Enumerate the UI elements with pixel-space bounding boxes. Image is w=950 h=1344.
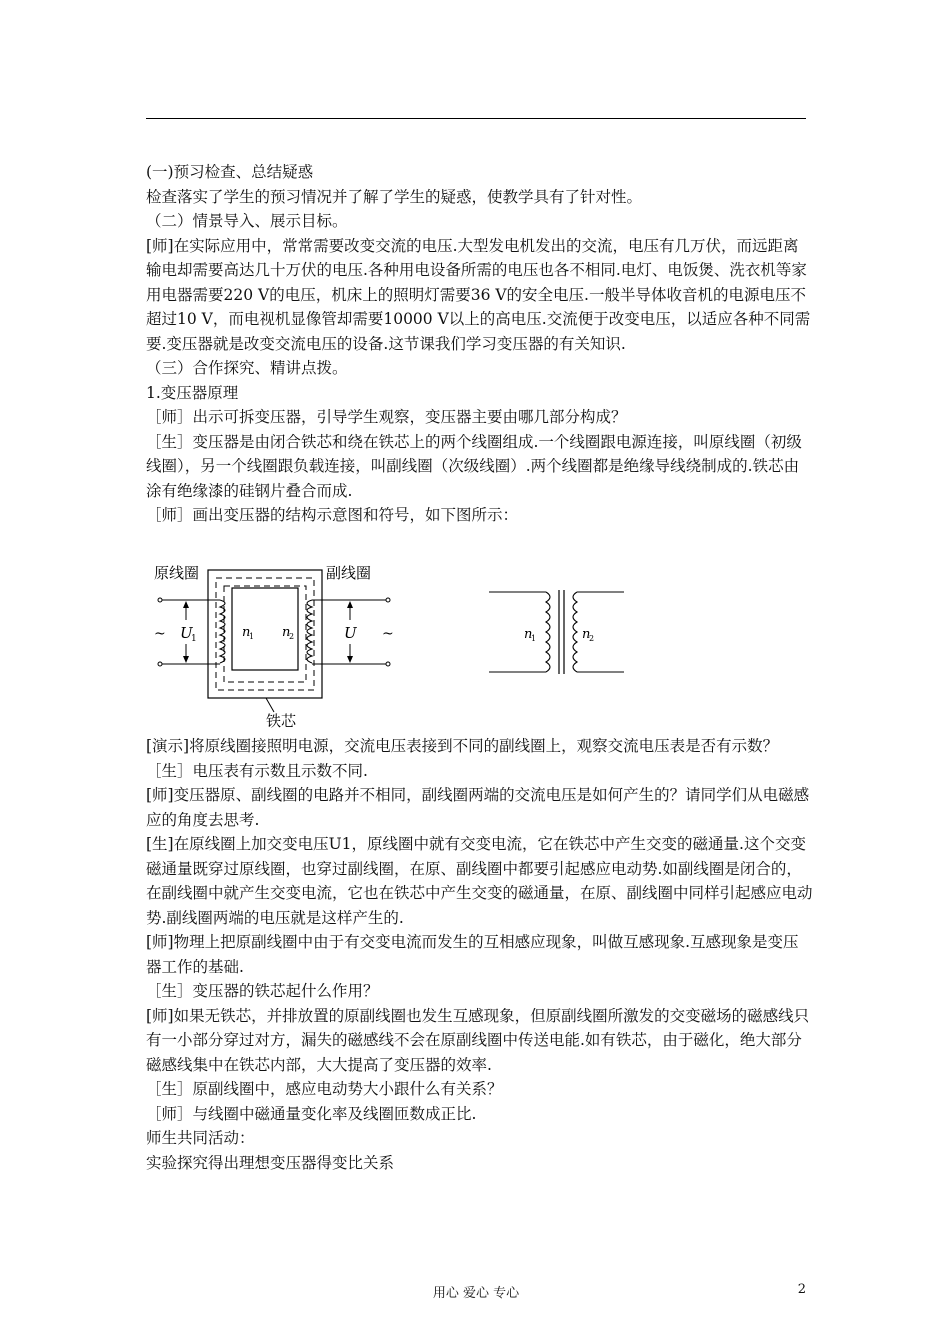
u1-subscript: 1: [191, 634, 197, 644]
paragraph: [师]如果无铁芯，并排放置的原副线圈也发生互感现象，但原副线圈所激发的交变磁场的磁感线只有一小部分穿过对方，漏失的磁感线不会在原副线圈中传送电能.如有铁芯，由于磁化，绝大部分磁感线集中在铁芯内部，大大提高了变压器的效率.: [146, 1006, 810, 1074]
paragraph: 师生共同活动：: [146, 1129, 255, 1147]
primary-terminal-top: [158, 598, 162, 602]
n2-subscript: 2: [289, 632, 295, 641]
label-secondary-coil: 副线圈: [326, 564, 372, 582]
u1-arrowhead-up: [183, 601, 189, 608]
symbol-secondary-coil: [573, 592, 577, 672]
u1-arrowhead-down: [183, 656, 189, 663]
label-iron-core: 铁芯: [266, 712, 297, 730]
page-footer: [146, 1282, 806, 1302]
page-number: 2: [797, 1282, 806, 1297]
text-block-top: [146, 160, 814, 528]
label-primary-coil: 原线圈: [154, 564, 200, 582]
paragraph: [生]在原线圈上加交变电压U1，原线圈中就有交变电流，它在铁芯中产生交变的磁通量.这个交变磁通量既穿过原线圈，也穿过副线圈，在原、副线圈中都要引起感应电动势.如副线圈是闭合的，在副线圈中就产生交变电流，它也在铁芯中产生交变的磁通量，在原、副线圈中同样引起感应电动势.副线圈两端的电压就是这样产生的.: [146, 835, 813, 927]
u2-arrowhead-down: [347, 656, 353, 663]
paragraph: [演示]将原线圈接照明电源，交流电压表接到不同的副线圈上，观察交流电压表是否有示数？: [146, 737, 779, 755]
text-block-bottom: [146, 734, 814, 1175]
secondary-terminal-bottom: [386, 662, 390, 666]
ac-symbol-right: ~: [382, 626, 394, 642]
n2-label: n: [282, 625, 291, 640]
n1-label: n: [242, 625, 251, 640]
paragraph: ［生］电压表有示数且示数不同.: [146, 761, 368, 780]
paragraph: (一)预习检查、总结疑惑: [146, 163, 314, 181]
core-dashed-outer: [216, 578, 314, 690]
u2-label: U: [344, 624, 357, 642]
core-pointer: [266, 698, 274, 712]
paragraph: （三）合作探究、精讲点拨。: [146, 359, 348, 377]
paragraph: ［师］出示可拆变压器，引导学生观察，变压器主要由哪几部分构成？: [146, 408, 627, 426]
header-rule: [146, 118, 806, 119]
symbol-n1-subscript: 1: [531, 634, 537, 643]
symbol-n2-label: n: [582, 627, 591, 642]
secondary-terminal-top: [386, 598, 390, 602]
paragraph: （二）情景导入、展示目标。: [146, 212, 348, 230]
symbol-n1-label: n: [524, 627, 533, 642]
transformer-diagram: [146, 560, 646, 732]
footer-motto: 用心 爱心 专心: [432, 1286, 520, 1301]
paragraph: ［生］变压器是由闭合铁芯和绕在铁芯上的两个线圈组成.一个线圈跟电源连接，叫原线圈（初级线圈），另一个线圈跟负载连接，叫副线圈（次级线圈）.两个线圈都是绝缘导线绕制成的.铁芯由涂有绝缘漆的硅钢片叠合而成.: [146, 432, 802, 500]
paragraph: ［师］画出变压器的结构示意图和符号，如下图所示：: [146, 506, 519, 524]
n1-subscript: 1: [249, 632, 255, 641]
paragraph: 实验探究得出理想变压器得变比关系: [146, 1153, 395, 1172]
symbol-n2-subscript: 2: [589, 634, 595, 643]
ac-symbol-left: ~: [154, 626, 166, 642]
paragraph: ［生］变压器的铁芯起什么作用？: [146, 982, 379, 1000]
secondary-coil: [307, 600, 312, 663]
paragraph: [师]在实际应用中，常常需要改变交流的电压.大型发电机发出的交流，电压有几万伏，而远距离输电却需要高达几十万伏的电压.各种用电设备所需的电压也各不相同.电灯、电饭煲、洗衣机等家用电器需要220 V的电压，机床上的照明灯需要36 V的安全电压.一般半导体收音机的电源电压不超过10 V，而电视机显像管却需要10000 V以上的高电压.交流便于改变电压，以适应各种不同需要.变压器就是改变交流电压的设备.这节课我们学习变压器的有关知识.: [146, 236, 811, 353]
primary-terminal-bottom: [158, 662, 162, 666]
paragraph: ［师］与线圈中磁通量变化率及线圈匝数成正比.: [146, 1104, 477, 1123]
paragraph: ［生］原副线圈中，感应电动势大小跟什么有关系？: [146, 1080, 503, 1098]
paragraph: 1.变压器原理: [146, 383, 239, 402]
paragraph: [师]物理上把原副线圈中由于有交变电流而发生的互相感应现象，叫做互感现象.互感现象是变压器工作的基础.: [146, 933, 799, 976]
u1-label: U: [180, 624, 193, 642]
core-outer: [208, 570, 322, 698]
paragraph: [师]变压器原、副线圈的电路并不相同，副线圈两端的交流电压是如何产生的？请同学们从电磁感应的角度去思考.: [146, 786, 810, 829]
symbol-primary-coil: [546, 592, 550, 672]
transformer-figure: [146, 560, 646, 732]
u2-arrowhead-up: [347, 601, 353, 608]
paragraph: 检查落实了学生的预习情况并了解了学生的疑惑，使教学具有了针对性。: [146, 187, 643, 206]
